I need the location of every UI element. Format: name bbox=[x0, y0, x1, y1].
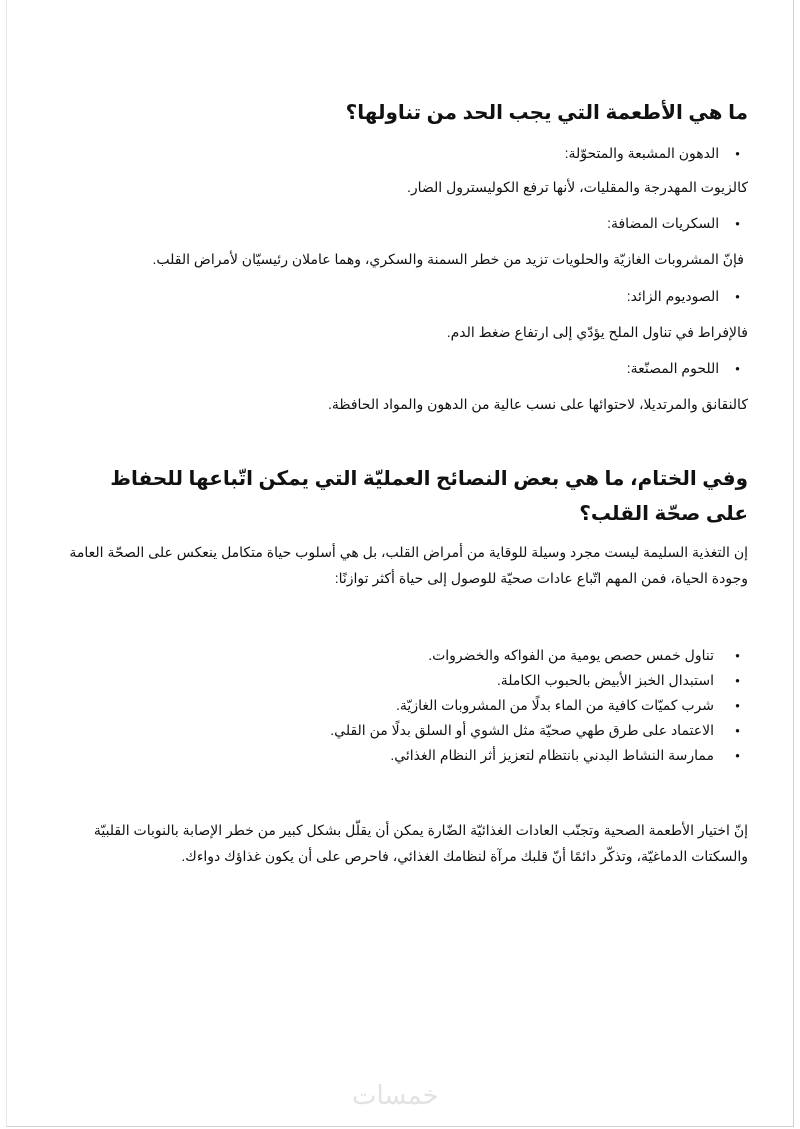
bullet-item: ● اللحوم المصنّعة: bbox=[627, 360, 740, 377]
intro-paragraph: إن التغذية السليمة ليست مجرد وسيلة للوقاية من أمراض القلب، بل هي أسلوب حياة متكامل ينعكس على الصحّة العامة وجودة الحياة، فمن المهم اتّباع عادات صحيّة للوصول إلى حياة أكثر توازنًا: bbox=[69, 544, 748, 586]
tip-item: ● الاعتماد على طرق طهي صحيّة مثل الشوي أو السلق بدلًا من القلي. bbox=[330, 718, 714, 743]
item-description: فالإفراط في تناول الملح يؤدّي إلى ارتفاع ضغط الدم. bbox=[446, 324, 748, 340]
tip-item: ● شرب كميّات كافية من الماء بدلًا من المشروبات الغازيّة. bbox=[330, 693, 714, 718]
item-description: كالنقانق والمرتديلا، لاحتوائها على نسب عالية من الدهون والمواد الحافظة. bbox=[327, 396, 748, 412]
section-heading-foods-to-limit: ما هي الأطعمة التي يجب الحد من تناولها؟ bbox=[345, 102, 748, 124]
item-description: كالزيوت المهدرجة والمقليات، لأنها ترفع الكوليسترول الضار. bbox=[406, 179, 748, 195]
tip-item: ● استبدال الخبز الأبيض بالحبوب الكاملة. bbox=[330, 668, 714, 693]
item-description: فإنّ المشروبات الغازيّة والحلويات تزيد من خطر السمنة والسكري، وهما عاملان رئيسيّان لأمراض القلب. bbox=[152, 251, 744, 267]
section-heading-practical-tips: وفي الختام، ما هي بعض النصائح العمليّة التي يمكن اتّباعها للحفاظ على صحّة القلب؟ bbox=[110, 468, 748, 525]
tips-list bbox=[330, 643, 748, 768]
tip-item: ● ممارسة النشاط البدني بانتظام لتعزيز أثر النظام الغذائي. bbox=[330, 743, 714, 768]
bullet-item: ● الدهون المشبعة والمتحوّلة: bbox=[565, 145, 740, 162]
conclusion-paragraph: إنّ اختيار الأطعمة الصحية وتجنّب العادات الغذائيّة الضّارة يمكن أن يقلّل بشكل كبير من خطر الإصابة بالنوبات القلبيّة والسكتات الدماغيّة، وتذكّر دائمًا أنّ قلبك مرآة لنظامك الغذائي، فاحرص على أن يكون غذاؤك دواءك. bbox=[93, 822, 748, 864]
tip-item: ● تناول خمس حصص يومية من الفواكه والخضروات. bbox=[330, 643, 714, 668]
bullet-item: ● الصوديوم الزائد: bbox=[627, 288, 740, 305]
watermark-logo: خمسات bbox=[352, 1080, 439, 1110]
bullet-item: ● السكريات المضافة: bbox=[607, 215, 740, 232]
